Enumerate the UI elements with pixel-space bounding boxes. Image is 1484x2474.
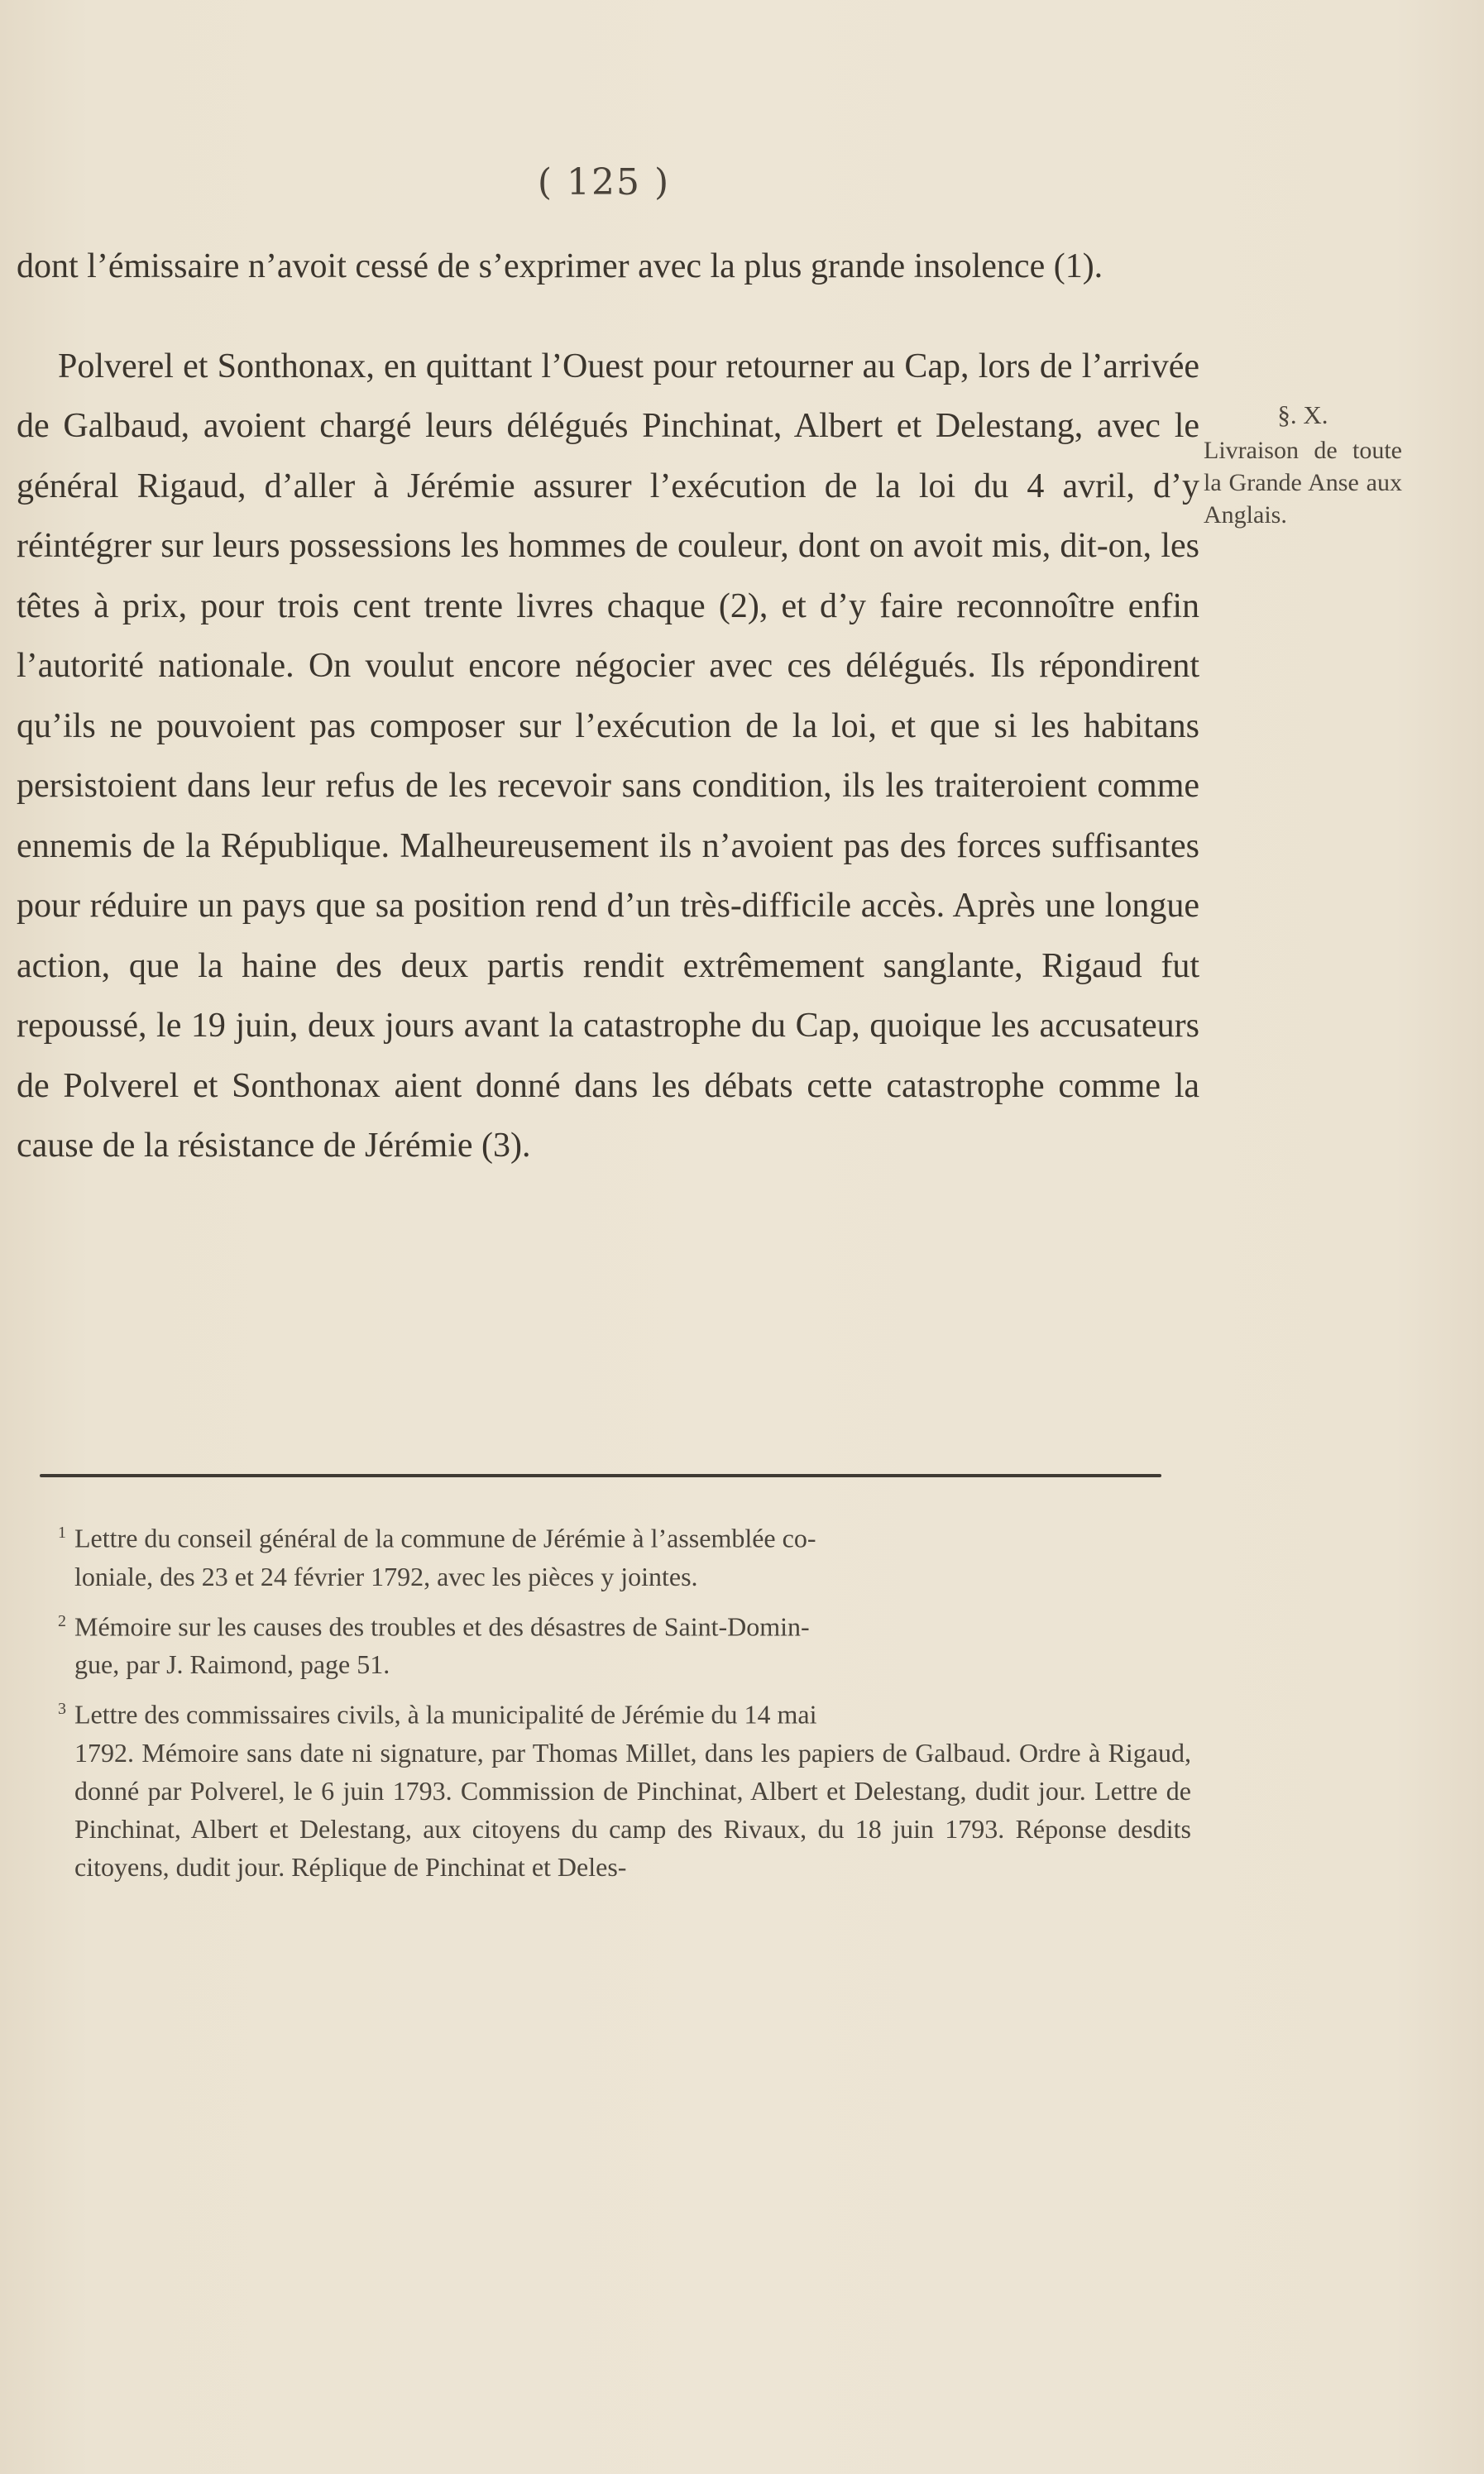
footnote-mark: 2 [58, 1611, 66, 1630]
footnote-continuation: gue, par J. Raimond, page 51. [74, 1649, 390, 1680]
footnote-first-line: Mémoire sur les causes des troubles et des désastres de Saint-Domin- [74, 1611, 810, 1642]
page-number: ( 125 ) [537, 161, 671, 203]
footnote-continuation: loniale, des 23 et 24 février 1792, avec les pièces y jointes. [74, 1561, 698, 1591]
margin-note [1204, 399, 1402, 531]
footnote-first-line: Lettre des commissaires civils, à la municipalité de Jérémie du 14 mai [74, 1699, 817, 1730]
footnote-continuation: 1792. Mémoire sans date ni signature, par Thomas Millet, dans les papiers de Galbaud. Ordre à Rigaud, donné par Polverel, le 6 juin 1793. Commission de Pinchinat, Albert et Delestang, dudit jour. Lettre de Pinchinat, Albert et Delestang, aux citoyens du camp des Rivaux, du 18 juin 1793. Réponse desdits citoyens, dudit jour. Réplique de Pinchinat et Deles- [74, 1737, 1191, 1882]
footnote-rule [40, 1474, 1161, 1477]
footnote-mark: 3 [58, 1700, 66, 1719]
footnote [33, 1602, 1191, 1684]
margin-section-label: §. X. [1277, 400, 1328, 429]
body-paragraph: Polverel et Sonthonax, en quittant l’Ouest pour retourner au Cap, lors de l’arrivée de Galbaud, avoient chargé leurs délégués Pinchinat, Albert et Delestang, avec le général Rigaud, d’aller à Jérémie assurer l’exécution de la loi du 4 avril, d’y réintégrer sur leurs possessions les hommes de couleur, dont on avoit mis, dit-on, les têtes à prix, pour trois cent trente livres chaque (2), et d’y faire reconnoître enfin l’autorité nationale. On voulut encore négocier avec ces délégués. Ils répondirent qu’ils ne pouvoient pas composer sur l’exécution de la loi, et que si les habitans persistoient dans leur refus de les recevoir sans condition, ils les traiteroient comme ennemis de la République. Malheureusement ils n’avoient pas des forces suffisantes pour réduire un pays que sa position rend d’un très-difficile accès. Après une longue action, que la haine des deux partis rendit extrêmement sanglante, Rigaud fut repoussé, le 19 juin, deux jours avant la catastrophe du Cap, quoique les accusateurs de Polverel et Sonthonax aient donné dans les débats cette catastrophe comme la cause de la résistance de Jérémie (3). [17, 347, 1199, 1165]
footnotes [33, 1514, 1191, 1893]
footnote-mark: 1 [58, 1524, 66, 1542]
main-text [17, 237, 1199, 1176]
opening-paragraph: dont l’émissaire n’avoit cessé de s’exprimer avec la plus grande insolence (1). [17, 247, 1103, 285]
footnote-first-line: Lettre du conseil général de la commune de Jérémie à l’assemblée co- [74, 1523, 816, 1553]
footnote [33, 1690, 1191, 1886]
margin-note-text: Livraison de toute la Grande Anse aux Anglais. [1204, 437, 1402, 529]
footnote [33, 1514, 1191, 1596]
